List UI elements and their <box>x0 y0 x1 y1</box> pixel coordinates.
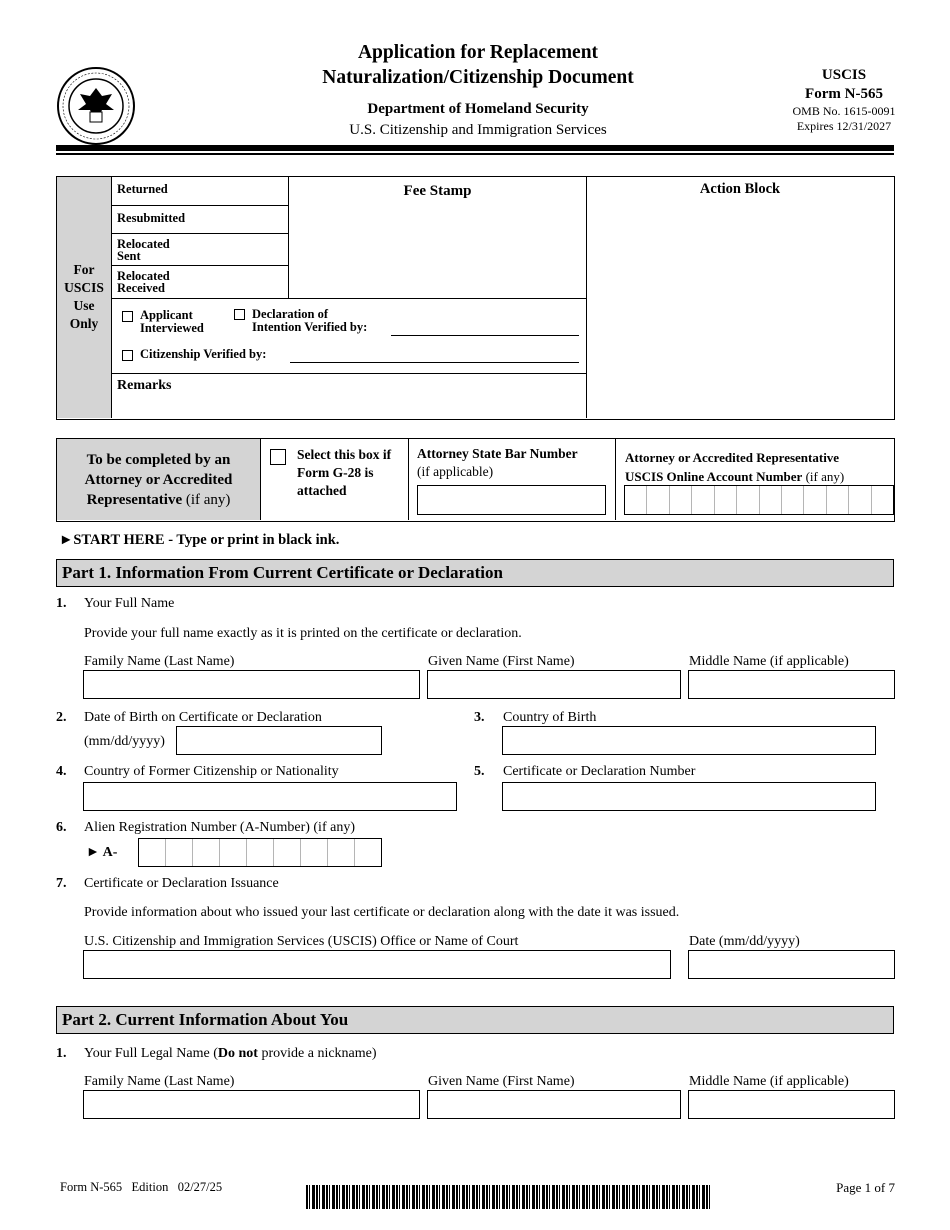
part1-country-birth-label: Country of Birth <box>503 710 597 725</box>
verification-cell <box>112 299 587 374</box>
part1-issue-date-input[interactable] <box>688 950 895 979</box>
part1-q1-help: Provide your full name exactly as it is printed on the certificate or declaration. <box>84 626 522 641</box>
relocated-received-cell: Relocated Received <box>112 266 289 299</box>
dhs-seal-icon <box>56 66 136 146</box>
online-account-label: Attorney or Accredited Representative USCIS Online Account Number (if any) <box>625 450 845 484</box>
part2-middle-name-input[interactable] <box>688 1090 895 1119</box>
part1-q7-number: 7. <box>56 876 67 891</box>
uscis-side-label: For USCIS Use Only <box>57 177 112 418</box>
part1-q1-number: 1. <box>56 596 67 611</box>
part1-header: Part 1. Information From Current Certificate or Declaration <box>56 559 894 587</box>
part1-office-input[interactable] <box>83 950 671 979</box>
part1-a-number-input[interactable] <box>138 838 382 867</box>
part1-former-citizenship-label: Country of Former Citizenship or Nationality <box>84 764 339 779</box>
department-name: Department of Homeland Security <box>367 101 589 117</box>
footer-page-number: Page 1 of 7 <box>836 1180 895 1195</box>
part1-former-citizenship-input[interactable] <box>83 782 457 811</box>
expiration-date: Expires 12/31/2027 <box>796 119 892 133</box>
part1-q3-number: 3. <box>474 710 485 725</box>
omb-number: OMB No. 1615-0091 <box>792 104 896 118</box>
part1-family-name-label: Family Name (Last Name) <box>84 654 235 669</box>
part1-dob-input[interactable] <box>176 726 382 755</box>
citizenship-verified-line[interactable] <box>290 362 579 363</box>
part2-family-name-label: Family Name (Last Name) <box>84 1074 235 1089</box>
part2-legal-name-label: Your Full Legal Name (Do not provide a nickname) <box>84 1046 377 1061</box>
part1-q1-label: Your Full Name <box>84 596 175 611</box>
part1-a-number-prefix: ► A- <box>86 845 118 860</box>
start-here-instruction: ►START HERE - Type or print in black ink. <box>59 532 340 548</box>
part1-issuance-label: Certificate or Declaration Issuance <box>84 876 279 891</box>
part1-issuance-help: Provide information about who issued your last certificate or declaration along with the date it was issued. <box>84 905 680 920</box>
part1-q2-number: 2. <box>56 710 67 725</box>
part2-given-name-input[interactable] <box>427 1090 681 1119</box>
part1-dob-label: Date of Birth on Certificate or Declaration <box>84 710 322 725</box>
applicant-interviewed-checkbox[interactable] <box>122 311 133 322</box>
bar-number-label: Attorney State Bar Number <box>417 446 578 461</box>
part1-certificate-number-input[interactable] <box>502 782 876 811</box>
g28-attached-checkbox[interactable] <box>270 449 286 465</box>
part1-q5-number: 5. <box>474 764 485 779</box>
part1-issue-date-label: Date (mm/dd/yyyy) <box>689 934 800 949</box>
relocated-sent-cell: Relocated Sent <box>112 234 289 266</box>
bar-number-input[interactable] <box>417 485 606 515</box>
agency-short: USCIS <box>821 67 867 83</box>
g28-label: Select this box if Form G-28 is attached <box>297 447 392 498</box>
remarks-cell: Remarks <box>112 374 587 418</box>
fee-stamp-cell: Fee Stamp <box>289 177 587 299</box>
declaration-verified-line[interactable] <box>391 335 579 336</box>
form-number: Form N-565 <box>805 86 883 102</box>
part1-middle-name-input[interactable] <box>688 670 895 699</box>
part1-country-birth-input[interactable] <box>502 726 876 755</box>
bar-number-note: (if applicable) <box>417 464 494 479</box>
part2-q1-number: 1. <box>56 1046 67 1061</box>
part1-a-number-label: Alien Registration Number (A-Number) (if any) <box>84 820 355 835</box>
part1-middle-name-label: Middle Name (if applicable) <box>689 654 849 669</box>
applicant-interviewed-label: Applicant Interviewed <box>140 308 204 335</box>
part1-given-name-label: Given Name (First Name) <box>428 654 575 669</box>
uscis-use-only-box <box>56 176 895 420</box>
form-title <box>280 40 676 90</box>
part1-family-name-input[interactable] <box>83 670 420 699</box>
part1-q6-number: 6. <box>56 820 67 835</box>
footer-form-edition: Form N-565 Edition 02/27/25 <box>60 1180 223 1194</box>
resubmitted-cell: Resubmitted <box>112 206 289 234</box>
title-line-2: Naturalization/Citizenship Document <box>322 67 634 88</box>
attorney-box <box>56 438 895 522</box>
attorney-label-cell: To be completed by an Attorney or Accredited Representative (if any) <box>57 439 261 520</box>
part2-given-name-label: Given Name (First Name) <box>428 1074 575 1089</box>
bar-number-cell <box>409 439 616 520</box>
part2-middle-name-label: Middle Name (if applicable) <box>689 1074 849 1089</box>
agency-name: U.S. Citizenship and Immigration Services <box>349 122 607 138</box>
online-account-number-input[interactable] <box>624 485 894 515</box>
action-block-cell: Action Block <box>699 181 781 197</box>
g28-cell <box>261 439 409 520</box>
header-rule <box>56 145 894 151</box>
part1-given-name-input[interactable] <box>427 670 681 699</box>
declaration-verified-label: Declaration of Intention Verified by: <box>252 307 368 334</box>
part2-family-name-input[interactable] <box>83 1090 420 1119</box>
part1-office-label: U.S. Citizenship and Immigration Services (USCIS) Office or Name of Court <box>84 934 519 949</box>
part1-certificate-number-label: Certificate or Declaration Number <box>503 764 696 779</box>
part2-header: Part 2. Current Information About You <box>56 1006 894 1034</box>
part1-q4-number: 4. <box>56 764 67 779</box>
title-line-1: Application for Replacement <box>357 42 599 63</box>
barcode-image <box>306 1185 710 1209</box>
online-account-cell <box>616 439 893 520</box>
returned-cell: Returned <box>112 177 289 206</box>
citizenship-verified-checkbox[interactable] <box>122 350 133 361</box>
header-rule-thin <box>56 153 894 155</box>
form-id-block <box>710 66 910 134</box>
citizenship-verified-label: Citizenship Verified by: <box>140 347 267 361</box>
declaration-verified-checkbox[interactable] <box>234 309 245 320</box>
part1-dob-format: (mm/dd/yyyy) <box>84 734 165 749</box>
